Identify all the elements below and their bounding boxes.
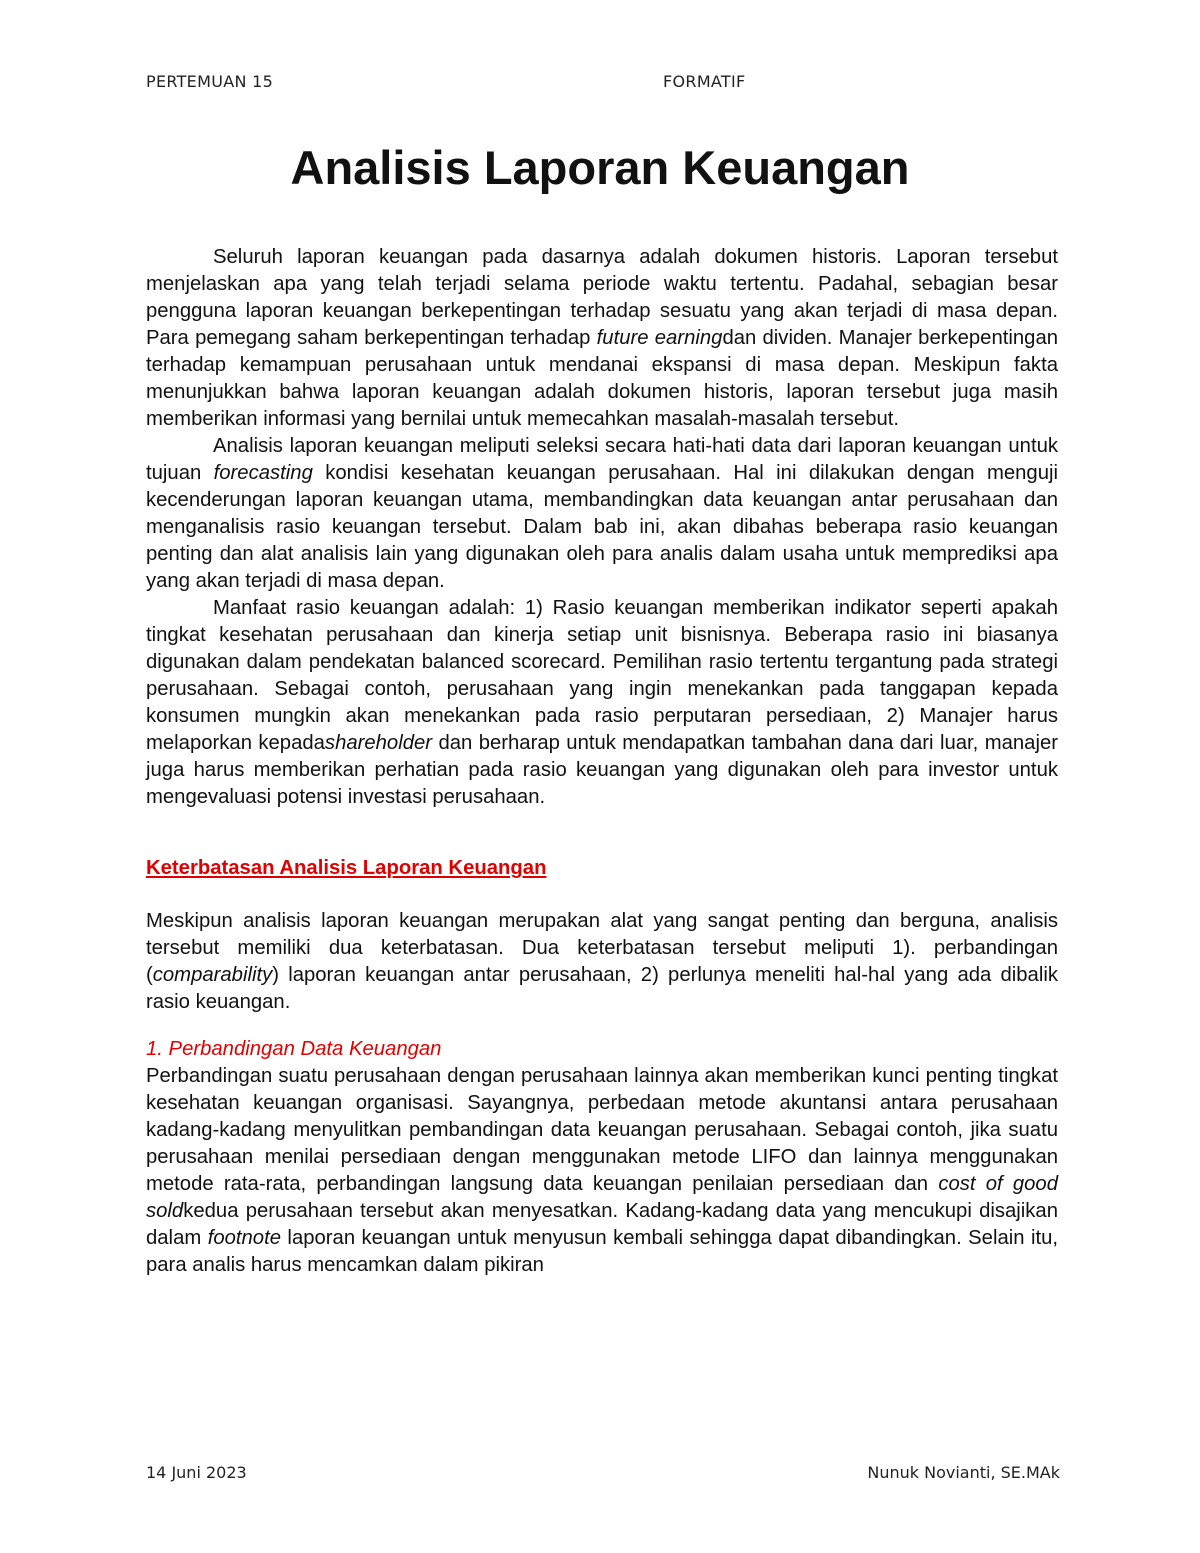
section-paragraph-text-b: ) laporan keuangan antar perusahaan, 2) perlunya meneliti hal-hal yang ada dibalik rasio keuangan. [146,964,1058,1013]
subsection-paragraph-text-c: laporan keuangan untuk menyusun kembali sehingga dapat dibandingkan. Selain itu, para analis harus mencamkan dalam pikiran [146,1227,1059,1276]
subsection-paragraph-italic-1: cost of good sold [146,1173,1058,1222]
section-paragraph-italic: comparability [152,964,273,986]
paragraph-3 [146,595,1058,811]
paragraph-2-text-a: Analisis laporan keuangan meliputi seleksi secara hati-hati data dari laporan keuangan untuk tujuan [146,435,1058,484]
section-paragraph [146,908,1058,1016]
paragraph-2-italic: forecasting [213,462,313,484]
paragraph-2 [146,433,1058,595]
paragraph-1 [146,244,1058,433]
section-heading: Keterbatasan Analisis Laporan Keuangan [146,857,547,879]
subsection-paragraph [146,1063,1058,1279]
document-body [146,244,1058,1279]
header-center: FORMATIF [663,72,746,91]
footer-date: 14 Juni 2023 [146,1463,247,1482]
page-title: Analisis Laporan Keuangan [290,141,910,194]
section-paragraph-text-a: Meskipun analisis laporan keuangan merupakan alat yang sangat penting dan berguna, analisis tersebut memiliki dua keterbatasan. Dua keterbatasan tersebut meliputi 1). perbandingan ( [146,910,1058,986]
subsection-heading: 1. Perbandingan Data Keuangan [146,1038,442,1060]
subsection-paragraph-text-b: kedua perusahaan tersebut akan menyesatkan. Kadang-kadang data yang mencukupi disajikan dalam [146,1200,1058,1249]
paragraph-1-text-a: Seluruh laporan keuangan pada dasarnya adalah dokumen historis. Laporan tersebut menjelaskan apa yang telah terjadi selama periode waktu tertentu. Padahal, sebagian besar pengguna laporan keuangan berkepentingan terhadap sesuatu yang akan terjadi di masa depan. Para pemegang saham berkepentingan terhadap [146,246,1058,349]
subsection-paragraph-text-a: Perbandingan suatu perusahaan dengan perusahaan lainnya akan memberikan kunci penting tingkat kesehatan keuangan organisasi. Sayangnya, perbedaan metode akuntansi antara perusahaan kadang-kadang menyulitkan pembandingan data keuangan perusahaan. Sebagai contoh, jika suatu perusahaan menilai persediaan dengan menggunakan metode LIFO dan lainnya menggunakan metode rata-rata, perbandingan langsung data keuangan penilaian persediaan dan [146,1065,1058,1195]
paragraph-3-text-b: dan berharap untuk mendapatkan tambahan dana dari luar, manajer juga harus memberikan perhatian pada rasio keuangan yang digunakan oleh para investor untuk mengevaluasi potensi investasi perusahaan. [146,732,1058,808]
footer-author: Nunuk Novianti, SE.MAk [867,1463,1060,1482]
paragraph-2-text-b: kondisi kesehatan keuangan perusahaan. Hal ini dilakukan dengan menguji kecenderungan laporan keuangan utama, membandingkan data keuangan antar perusahaan dan menganalisis rasio keuangan tersebut. Dalam bab ini, akan dibahas beberapa rasio keuangan penting dan alat analisis lain yang digunakan oleh para analis dalam usaha untuk memprediksi apa yang akan terjadi di masa depan. [146,462,1058,592]
paragraph-1-italic: future earning [596,327,723,349]
subsection-paragraph-italic-2: footnote [207,1227,281,1249]
paragraph-3-text-a: Manfaat rasio keuangan adalah: 1) Rasio keuangan memberikan indikator seperti apakah tingkat kesehatan perusahaan dan kinerja setiap unit bisnisnya. Beberapa rasio ini biasanya digunakan dalam pendekatan balanced scorecard. Pemilihan rasio tertentu tergantung pada strategi perusahaan. Sebagai contoh, perusahaan yang ingin menekankan pada tanggapan kepada konsumen mungkin akan menekankan pada rasio perputaran persediaan, 2) Manajer harus melaporkan kepada [146,597,1058,754]
paragraph-1-text-b: dan dividen. Manajer berkepentingan terhadap kemampuan perusahaan untuk mendanai ekspansi di masa depan. Meskipun fakta menunjukkan bahwa laporan keuangan adalah dokumen historis, laporan tersebut juga masih memberikan informasi yang bernilai untuk memecahkan masalah-masalah tersebut. [146,327,1059,430]
header-left: PERTEMUAN 15 [146,72,274,91]
paragraph-3-italic: shareholder [324,732,433,754]
